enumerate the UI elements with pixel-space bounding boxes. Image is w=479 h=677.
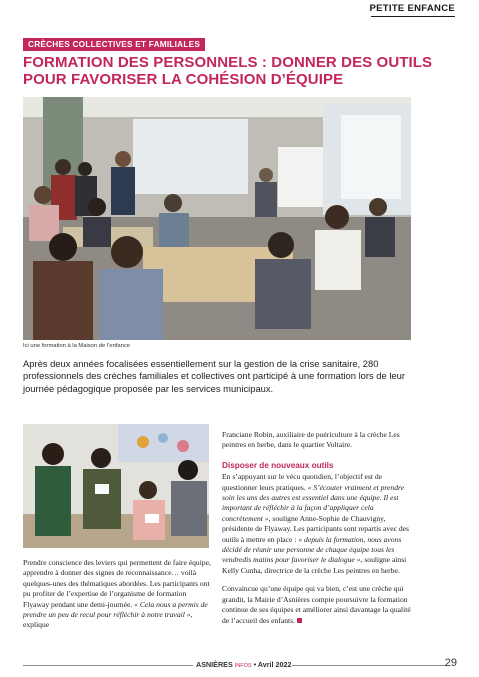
footer-masthead <box>196 660 292 669</box>
training-photo-illustration <box>23 97 411 340</box>
body-text: En s’appuyant sur le vécu quotidien, l’objectif est de questionner leurs pratiques. <box>222 472 383 492</box>
photo-caption: Ici une formation à la Maison de l’enfance <box>23 343 130 349</box>
body-text: Convaincue qu’une équipe qui va bien, c’est une crèche qui grandit, la Mairie d’Asnières compte poursuivre la formation continue de ses équipes et améliorer ainsi davantage la qualité de l’accueil des enfants. <box>222 584 411 625</box>
footer-rule <box>23 665 193 666</box>
headline-line-2: POUR FAVORISER LA COHÉSION D’ÉQUIPE <box>23 71 344 88</box>
workshop-photo-illustration <box>23 424 209 548</box>
footer-rule <box>292 665 446 666</box>
body-column-left <box>23 558 213 631</box>
training-photo <box>23 97 411 340</box>
section-label: PETITE ENFANCE <box>369 3 455 14</box>
footer-brand: ASNIÈRES <box>196 660 233 669</box>
quote-text: « S’écouter vraiment et prendre soin les uns des autres est essentiel dans une équipe. Il est important de réfléchir à la façon d’appliquer cela concrètement » <box>222 482 405 523</box>
quote-text: « Cela nous a permis de prendre un peu de recul pour réfléchir à notre travail » <box>23 599 208 620</box>
quote-text: « depuis la formation, nous avons décidé de réunir une personne de chaque équipe tous les vendredis matins pour favoriser le dialogue » <box>222 534 402 565</box>
body-text: , souligne Anne-Sophie de Chauvigny, présidente de Flyaway. Les participants sont repartis avec des outils à mettre en place : <box>222 513 409 544</box>
end-of-article-mark <box>297 618 302 623</box>
body-paragraph <box>222 472 414 576</box>
body-paragraph: Franciane Robin, auxiliaire de puériculture à la crèche Les peintres en herbe, dans le quartier Voltaire. <box>222 430 400 450</box>
body-paragraph <box>222 584 414 626</box>
body-text: Prendre conscience des leviers qui permettent de faire équipe, apprendre à donner des signes de reconnaissance… voilà quelques-unes des thématiques abordées. Les participants ont pu profiter de l’expertise de l’organisme de formation Flyaway pendant une demi-journée. <box>23 558 211 609</box>
article-headline <box>23 54 453 88</box>
page-number: 29 <box>444 657 457 669</box>
body-text: , explique <box>23 610 193 630</box>
body-text: , souligne ainsi Kelly Cunha, directrice de la crèche Les peintres en herbe. <box>222 555 407 575</box>
subheading: Disposer de nouveaux outils <box>222 460 334 470</box>
section-underline <box>371 16 455 17</box>
body-paragraph <box>23 558 213 631</box>
kicker-badge: CRÈCHES COLLECTIVES ET FAMILIALES <box>23 38 205 51</box>
workshop-photo <box>23 424 209 548</box>
body-column-right <box>222 430 414 626</box>
headline-line-1: FORMATION DES PERSONNELS : DONNER DES OUTILS <box>23 54 433 71</box>
article-intro: Après deux années focalisées essentiellement sur la gestion de la crise sanitaire, 280 professionnels des crèches familiales et collectives ont participé à une formation lors de leur journée pédagogique proposée par les services municipaux. <box>23 358 405 394</box>
footer-issue: • Avril 2022 <box>253 660 292 669</box>
footer-magazine: INFOS <box>234 663 252 669</box>
